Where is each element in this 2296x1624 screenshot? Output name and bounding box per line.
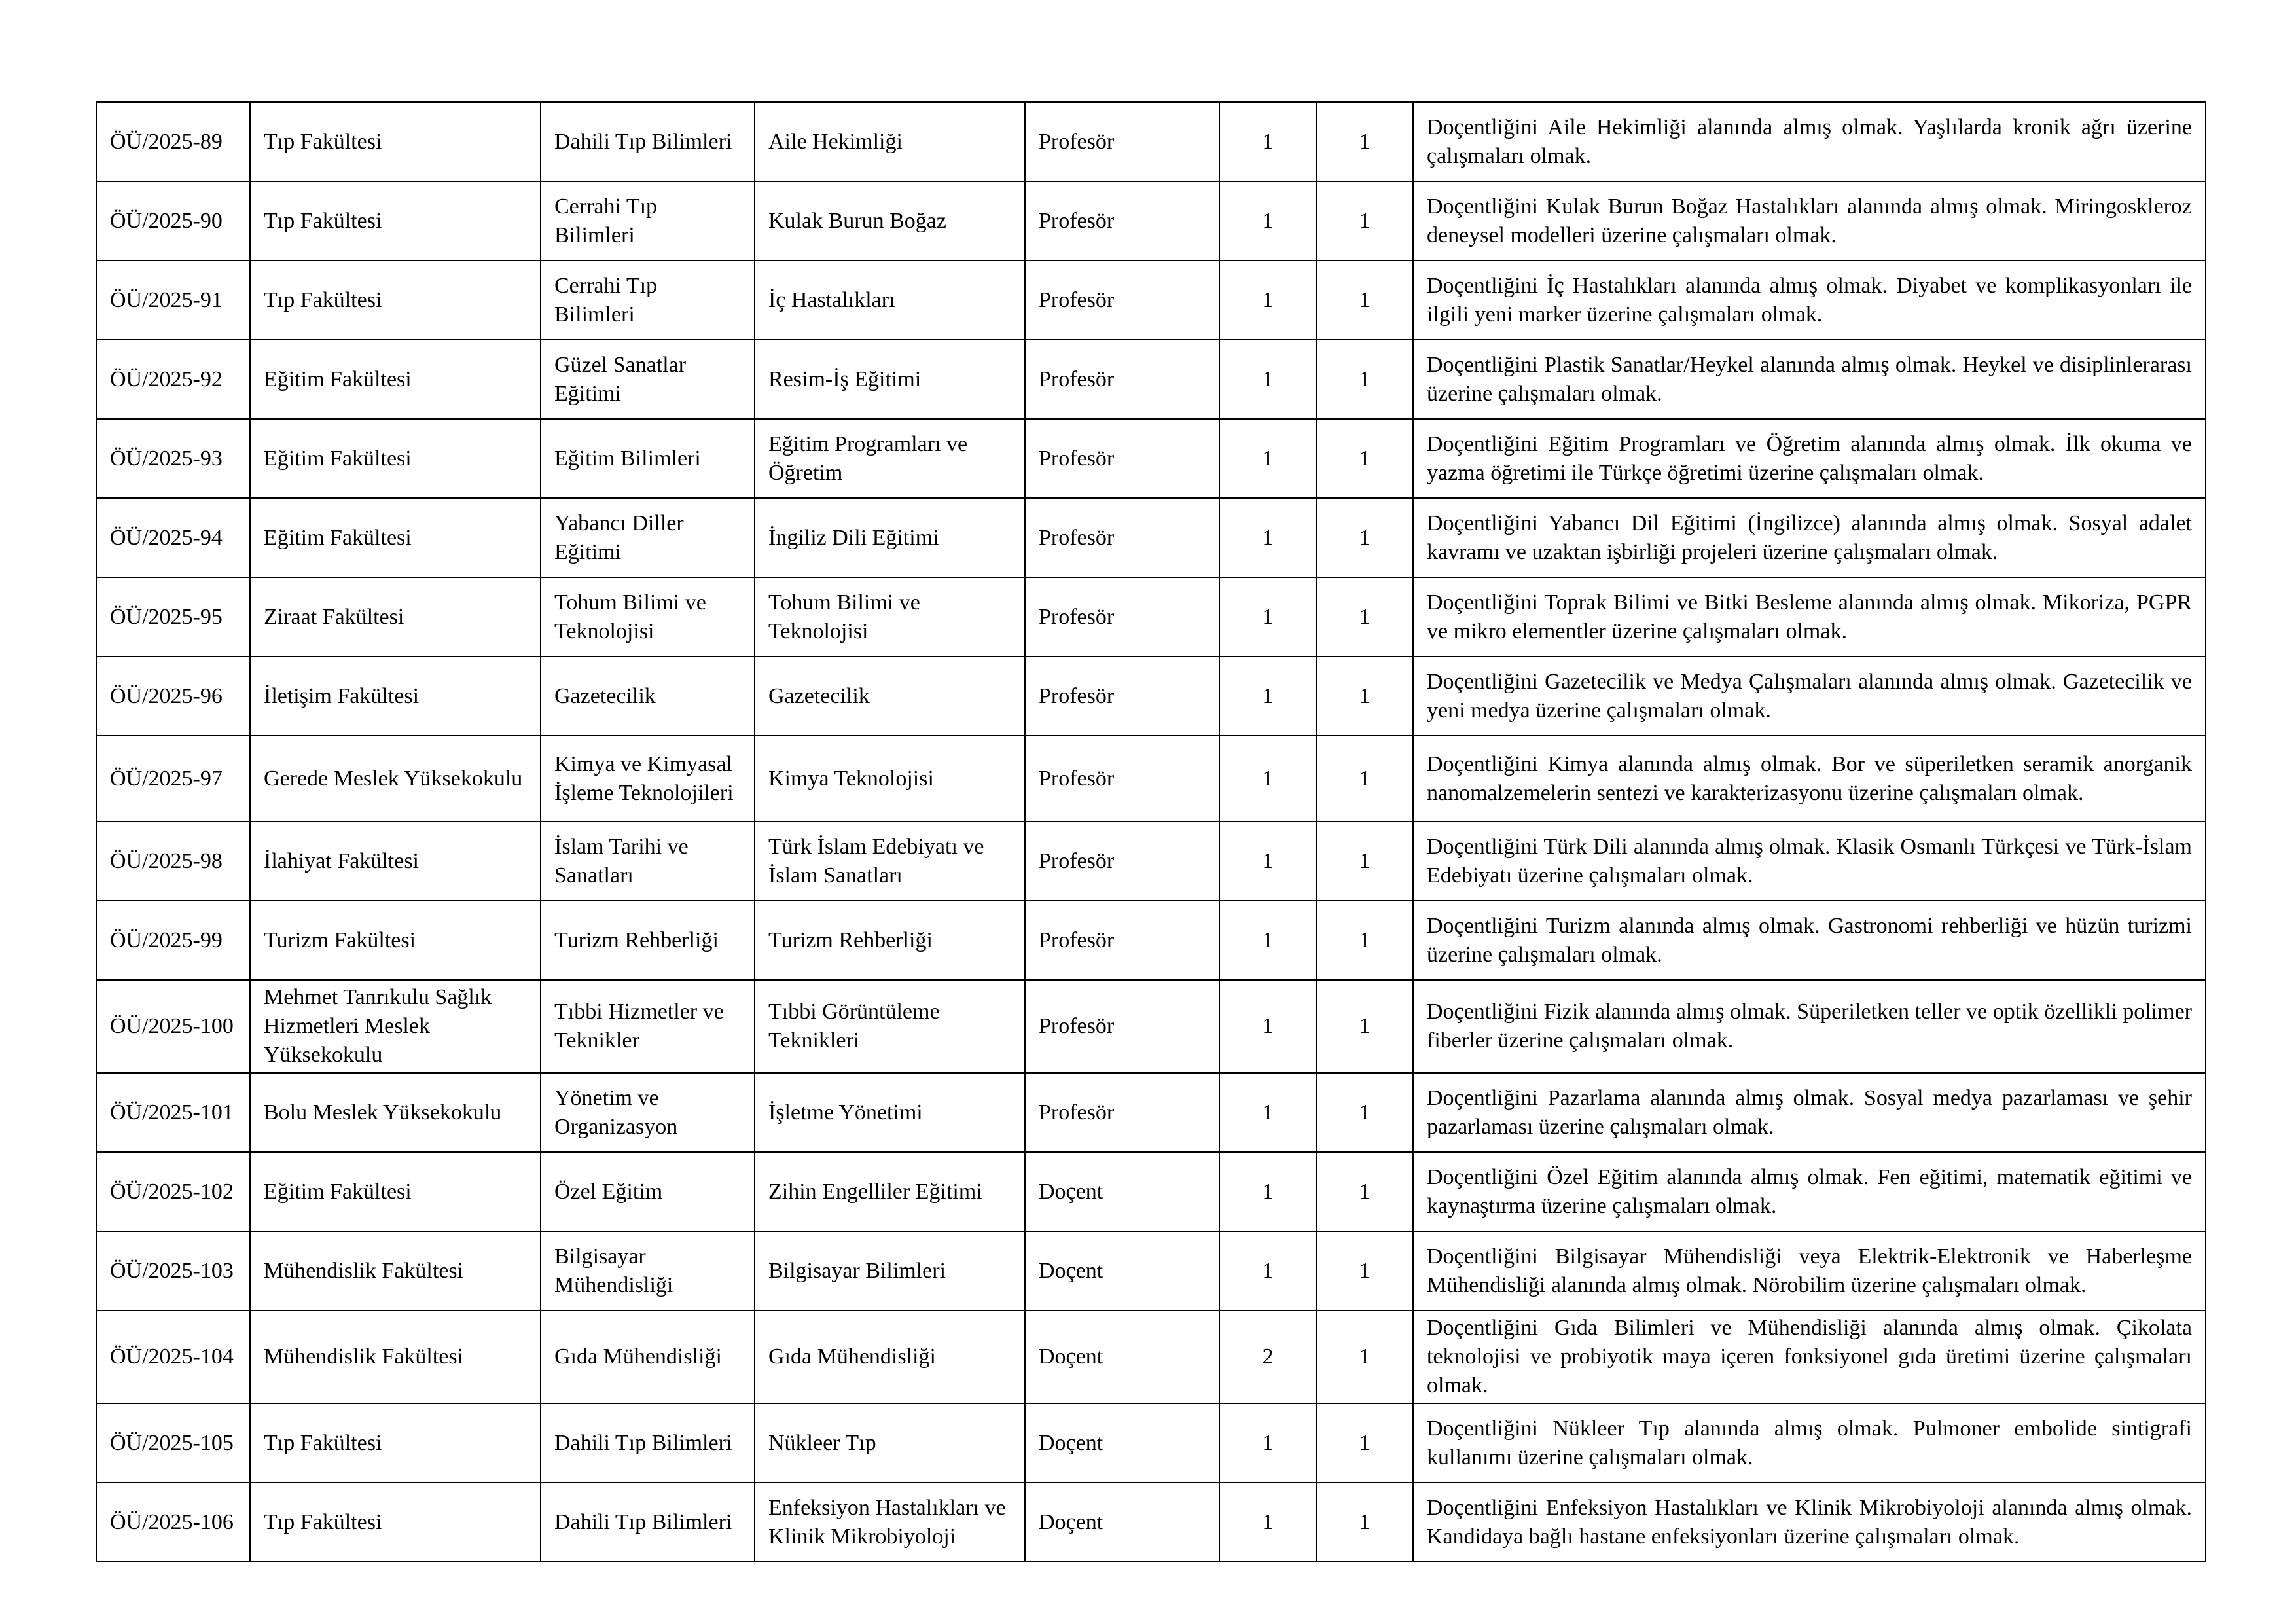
cell-department: Gazetecilik [541, 657, 755, 736]
cell-code: ÖÜ/2025-102 [96, 1152, 250, 1231]
cell-code: ÖÜ/2025-106 [96, 1483, 250, 1562]
table-row [96, 736, 2206, 821]
cell-count-2: 1 [1316, 1231, 1413, 1310]
cell-count-2: 1 [1316, 102, 1413, 181]
cell-field: Resim-İş Eğitimi [755, 340, 1025, 419]
cell-title: Profesör [1025, 1073, 1219, 1152]
cell-code: ÖÜ/2025-97 [96, 736, 250, 821]
cell-description: Doçentliğini Toprak Bilimi ve Bitki Besleme alanında almış olmak. Mikoriza, PGPR ve mikro elementler üzerine çalışmaları olmak. [1413, 577, 2206, 657]
cell-code: ÖÜ/2025-104 [96, 1310, 250, 1403]
cell-count-2: 1 [1316, 657, 1413, 736]
cell-faculty: Tıp Fakültesi [250, 261, 541, 340]
cell-department: Cerrahi Tıp Bilimleri [541, 261, 755, 340]
cell-title: Profesör [1025, 577, 1219, 657]
cell-title: Profesör [1025, 980, 1219, 1073]
cell-faculty: Tıp Fakültesi [250, 102, 541, 181]
cell-count-2: 1 [1316, 577, 1413, 657]
cell-department: Turizm Rehberliği [541, 901, 755, 980]
cell-count-1: 1 [1219, 498, 1316, 577]
cell-faculty: Mühendislik Fakültesi [250, 1310, 541, 1403]
cell-count-1: 1 [1219, 1403, 1316, 1483]
table-row [96, 1403, 2206, 1483]
cell-field: Turizm Rehberliği [755, 901, 1025, 980]
table-row [96, 577, 2206, 657]
cell-count-1: 1 [1219, 181, 1316, 261]
cell-field: İç Hastalıkları [755, 261, 1025, 340]
cell-description: Doçentliğini İç Hastalıkları alanında almış olmak. Diyabet ve komplikasyonları ile ilgili yeni marker üzerine çalışmaları olmak. [1413, 261, 2206, 340]
cell-field: Türk İslam Edebiyatı ve İslam Sanatları [755, 821, 1025, 901]
cell-faculty: Gerede Meslek Yüksekokulu [250, 736, 541, 821]
cell-department: Yabancı Diller Eğitimi [541, 498, 755, 577]
cell-department: Dahili Tıp Bilimleri [541, 1403, 755, 1483]
cell-count-1: 1 [1219, 657, 1316, 736]
cell-title: Profesör [1025, 261, 1219, 340]
cell-code: ÖÜ/2025-103 [96, 1231, 250, 1310]
table-body [96, 102, 2206, 1562]
cell-faculty: Mühendislik Fakültesi [250, 1231, 541, 1310]
cell-count-1: 1 [1219, 901, 1316, 980]
cell-code: ÖÜ/2025-92 [96, 340, 250, 419]
cell-description: Doçentliğini Plastik Sanatlar/Heykel alanında almış olmak. Heykel ve disiplinlerarası üzerine çalışmaları olmak. [1413, 340, 2206, 419]
cell-field: Zihin Engelliler Eğitimi [755, 1152, 1025, 1231]
cell-title: Doçent [1025, 1310, 1219, 1403]
cell-description: Doçentliğini Bilgisayar Mühendisliği veya Elektrik-Elektronik ve Haberleşme Mühendisliği alanında almış olmak. Nörobilim üzerine çalışmaları olmak. [1413, 1231, 2206, 1310]
cell-description: Doçentliğini Pazarlama alanında almış olmak. Sosyal medya pazarlaması ve şehir pazarlaması üzerine çalışmaları olmak. [1413, 1073, 2206, 1152]
cell-count-2: 1 [1316, 821, 1413, 901]
cell-department: İslam Tarihi ve Sanatları [541, 821, 755, 901]
cell-department: Kimya ve Kimyasal İşleme Teknolojileri [541, 736, 755, 821]
cell-title: Profesör [1025, 340, 1219, 419]
cell-faculty: Turizm Fakültesi [250, 901, 541, 980]
cell-description: Doçentliğini Yabancı Dil Eğitimi (İngilizce) alanında almış olmak. Sosyal adalet kavramı ve uzaktan işbirliği projeleri üzerine çalışmaları olmak. [1413, 498, 2206, 577]
cell-count-2: 1 [1316, 736, 1413, 821]
cell-count-2: 1 [1316, 1403, 1413, 1483]
cell-field: Gıda Mühendisliği [755, 1310, 1025, 1403]
cell-count-1: 1 [1219, 821, 1316, 901]
cell-title: Profesör [1025, 498, 1219, 577]
cell-faculty: Eğitim Fakültesi [250, 419, 541, 498]
cell-department: Dahili Tıp Bilimleri [541, 102, 755, 181]
table-row [96, 340, 2206, 419]
cell-count-1: 2 [1219, 1310, 1316, 1403]
cell-field: Kimya Teknolojisi [755, 736, 1025, 821]
cell-code: ÖÜ/2025-99 [96, 901, 250, 980]
cell-count-2: 1 [1316, 1073, 1413, 1152]
cell-faculty: Mehmet Tanrıkulu Sağlık Hizmetleri Meslek Yüksekokulu [250, 980, 541, 1073]
cell-count-2: 1 [1316, 261, 1413, 340]
cell-description: Doçentliğini Fizik alanında almış olmak. Süperiletken teller ve optik özellikli polimer fiberler üzerine çalışmaları olmak. [1413, 980, 2206, 1073]
cell-field: Gazetecilik [755, 657, 1025, 736]
table-row [96, 419, 2206, 498]
cell-count-2: 1 [1316, 901, 1413, 980]
cell-description: Doçentliğini Kulak Burun Boğaz Hastalıkları alanında almış olmak. Miringoskleroz deneysel modelleri üzerine çalışmaları olmak. [1413, 181, 2206, 261]
cell-count-1: 1 [1219, 419, 1316, 498]
cell-department: Güzel Sanatlar Eğitimi [541, 340, 755, 419]
cell-title: Doçent [1025, 1403, 1219, 1483]
cell-title: Doçent [1025, 1152, 1219, 1231]
table-row [96, 261, 2206, 340]
cell-count-2: 1 [1316, 1152, 1413, 1231]
cell-field: Nükleer Tıp [755, 1403, 1025, 1483]
cell-count-1: 1 [1219, 261, 1316, 340]
table-row [96, 102, 2206, 181]
cell-field: Tohum Bilimi ve Teknolojisi [755, 577, 1025, 657]
table-row [96, 821, 2206, 901]
cell-faculty: Bolu Meslek Yüksekokulu [250, 1073, 541, 1152]
cell-faculty: Tıp Fakültesi [250, 1483, 541, 1562]
cell-description: Doçentliğini Aile Hekimliği alanında almış olmak. Yaşlılarda kronik ağrı üzerine çalışmaları olmak. [1413, 102, 2206, 181]
cell-field: İşletme Yönetimi [755, 1073, 1025, 1152]
cell-title: Doçent [1025, 1483, 1219, 1562]
cell-faculty: İletişim Fakültesi [250, 657, 541, 736]
cell-description: Doçentliğini Eğitim Programları ve Öğretim alanında almış olmak. İlk okuma ve yazma öğretimi ile Türkçe öğretimi üzerine çalışmaları olmak. [1413, 419, 2206, 498]
cell-title: Profesör [1025, 419, 1219, 498]
cell-faculty: Tıp Fakültesi [250, 181, 541, 261]
table-row [96, 657, 2206, 736]
cell-code: ÖÜ/2025-90 [96, 181, 250, 261]
cell-count-2: 1 [1316, 419, 1413, 498]
cell-code: ÖÜ/2025-105 [96, 1403, 250, 1483]
cell-count-1: 1 [1219, 1073, 1316, 1152]
cell-description: Doçentliğini Türk Dili alanında almış olmak. Klasik Osmanlı Türkçesi ve Türk-İslam Edebiyatı üzerine çalışmaları olmak. [1413, 821, 2206, 901]
cell-code: ÖÜ/2025-100 [96, 980, 250, 1073]
table-row [96, 1073, 2206, 1152]
cell-description: Doçentliğini Kimya alanında almış olmak. Bor ve süperiletken seramik anorganik nanomalzemelerin sentezi ve karakterizasyonu üzerine çalışmaları olmak. [1413, 736, 2206, 821]
cell-department: Bilgisayar Mühendisliği [541, 1231, 755, 1310]
cell-title: Doçent [1025, 1231, 1219, 1310]
cell-title: Profesör [1025, 736, 1219, 821]
cell-description: Doçentliğini Nükleer Tıp alanında almış olmak. Pulmoner embolide sintigrafi kullanımı üzerine çalışmaları olmak. [1413, 1403, 2206, 1483]
cell-field: Eğitim Programları ve Öğretim [755, 419, 1025, 498]
cell-field: Bilgisayar Bilimleri [755, 1231, 1025, 1310]
cell-description: Doçentliğini Gıda Bilimleri ve Mühendisliği alanında almış olmak. Çikolata teknolojisi ve probiyotik maya içeren fonksiyonel gıda üretimi üzerine çalışmaları olmak. [1413, 1310, 2206, 1403]
table-row [96, 980, 2206, 1073]
cell-department: Eğitim Bilimleri [541, 419, 755, 498]
cell-count-2: 1 [1316, 1483, 1413, 1562]
cell-code: ÖÜ/2025-91 [96, 261, 250, 340]
cell-count-1: 1 [1219, 980, 1316, 1073]
cell-department: Yönetim ve Organizasyon [541, 1073, 755, 1152]
cell-department: Dahili Tıp Bilimleri [541, 1483, 755, 1562]
cell-code: ÖÜ/2025-98 [96, 821, 250, 901]
table-row [96, 1483, 2206, 1562]
table-row [96, 1231, 2206, 1310]
cell-description: Doçentliğini Gazetecilik ve Medya Çalışmaları alanında almış olmak. Gazetecilik ve yeni medya üzerine çalışmaları olmak. [1413, 657, 2206, 736]
cell-count-2: 1 [1316, 980, 1413, 1073]
cell-description: Doçentliğini Özel Eğitim alanında almış olmak. Fen eğitimi, matematik eğitimi ve kaynaştırma üzerine çalışmaları olmak. [1413, 1152, 2206, 1231]
cell-code: ÖÜ/2025-95 [96, 577, 250, 657]
cell-code: ÖÜ/2025-94 [96, 498, 250, 577]
cell-faculty: İlahiyat Fakültesi [250, 821, 541, 901]
cell-title: Profesör [1025, 657, 1219, 736]
cell-title: Profesör [1025, 181, 1219, 261]
cell-department: Gıda Mühendisliği [541, 1310, 755, 1403]
cell-count-2: 1 [1316, 1310, 1413, 1403]
cell-count-1: 1 [1219, 102, 1316, 181]
cell-count-2: 1 [1316, 340, 1413, 419]
cell-field: Tıbbi Görüntüleme Teknikleri [755, 980, 1025, 1073]
cell-department: Cerrahi Tıp Bilimleri [541, 181, 755, 261]
cell-description: Doçentliğini Turizm alanında almış olmak. Gastronomi rehberliği ve hüzün turizmi üzerine çalışmaları olmak. [1413, 901, 2206, 980]
cell-title: Profesör [1025, 102, 1219, 181]
cell-count-1: 1 [1219, 577, 1316, 657]
cell-field: Kulak Burun Boğaz [755, 181, 1025, 261]
cell-field: Enfeksiyon Hastalıkları ve Klinik Mikrobiyoloji [755, 1483, 1025, 1562]
cell-department: Özel Eğitim [541, 1152, 755, 1231]
cell-code: ÖÜ/2025-96 [96, 657, 250, 736]
cell-code: ÖÜ/2025-101 [96, 1073, 250, 1152]
cell-description: Doçentliğini Enfeksiyon Hastalıkları ve Klinik Mikrobiyoloji alanında almış olmak. Kandidaya bağlı hastane enfeksiyonları üzerine çalışmaları olmak. [1413, 1483, 2206, 1562]
cell-faculty: Eğitim Fakültesi [250, 498, 541, 577]
cell-title: Profesör [1025, 901, 1219, 980]
cell-count-2: 1 [1316, 181, 1413, 261]
cell-department: Tohum Bilimi ve Teknolojisi [541, 577, 755, 657]
table-row [96, 498, 2206, 577]
cell-count-1: 1 [1219, 340, 1316, 419]
cell-code: ÖÜ/2025-89 [96, 102, 250, 181]
cell-code: ÖÜ/2025-93 [96, 419, 250, 498]
cell-faculty: Tıp Fakültesi [250, 1403, 541, 1483]
cell-count-1: 1 [1219, 1483, 1316, 1562]
table-row [96, 1152, 2206, 1231]
cell-title: Profesör [1025, 821, 1219, 901]
table-row [96, 181, 2206, 261]
cell-count-1: 1 [1219, 1231, 1316, 1310]
cell-count-1: 1 [1219, 736, 1316, 821]
cell-field: Aile Hekimliği [755, 102, 1025, 181]
cell-department: Tıbbi Hizmetler ve Teknikler [541, 980, 755, 1073]
positions-table [96, 101, 2206, 1562]
cell-count-1: 1 [1219, 1152, 1316, 1231]
cell-field: İngiliz Dili Eğitimi [755, 498, 1025, 577]
cell-faculty: Eğitim Fakültesi [250, 340, 541, 419]
cell-faculty: Ziraat Fakültesi [250, 577, 541, 657]
table-row [96, 901, 2206, 980]
table-row [96, 1310, 2206, 1403]
cell-faculty: Eğitim Fakültesi [250, 1152, 541, 1231]
cell-count-2: 1 [1316, 498, 1413, 577]
